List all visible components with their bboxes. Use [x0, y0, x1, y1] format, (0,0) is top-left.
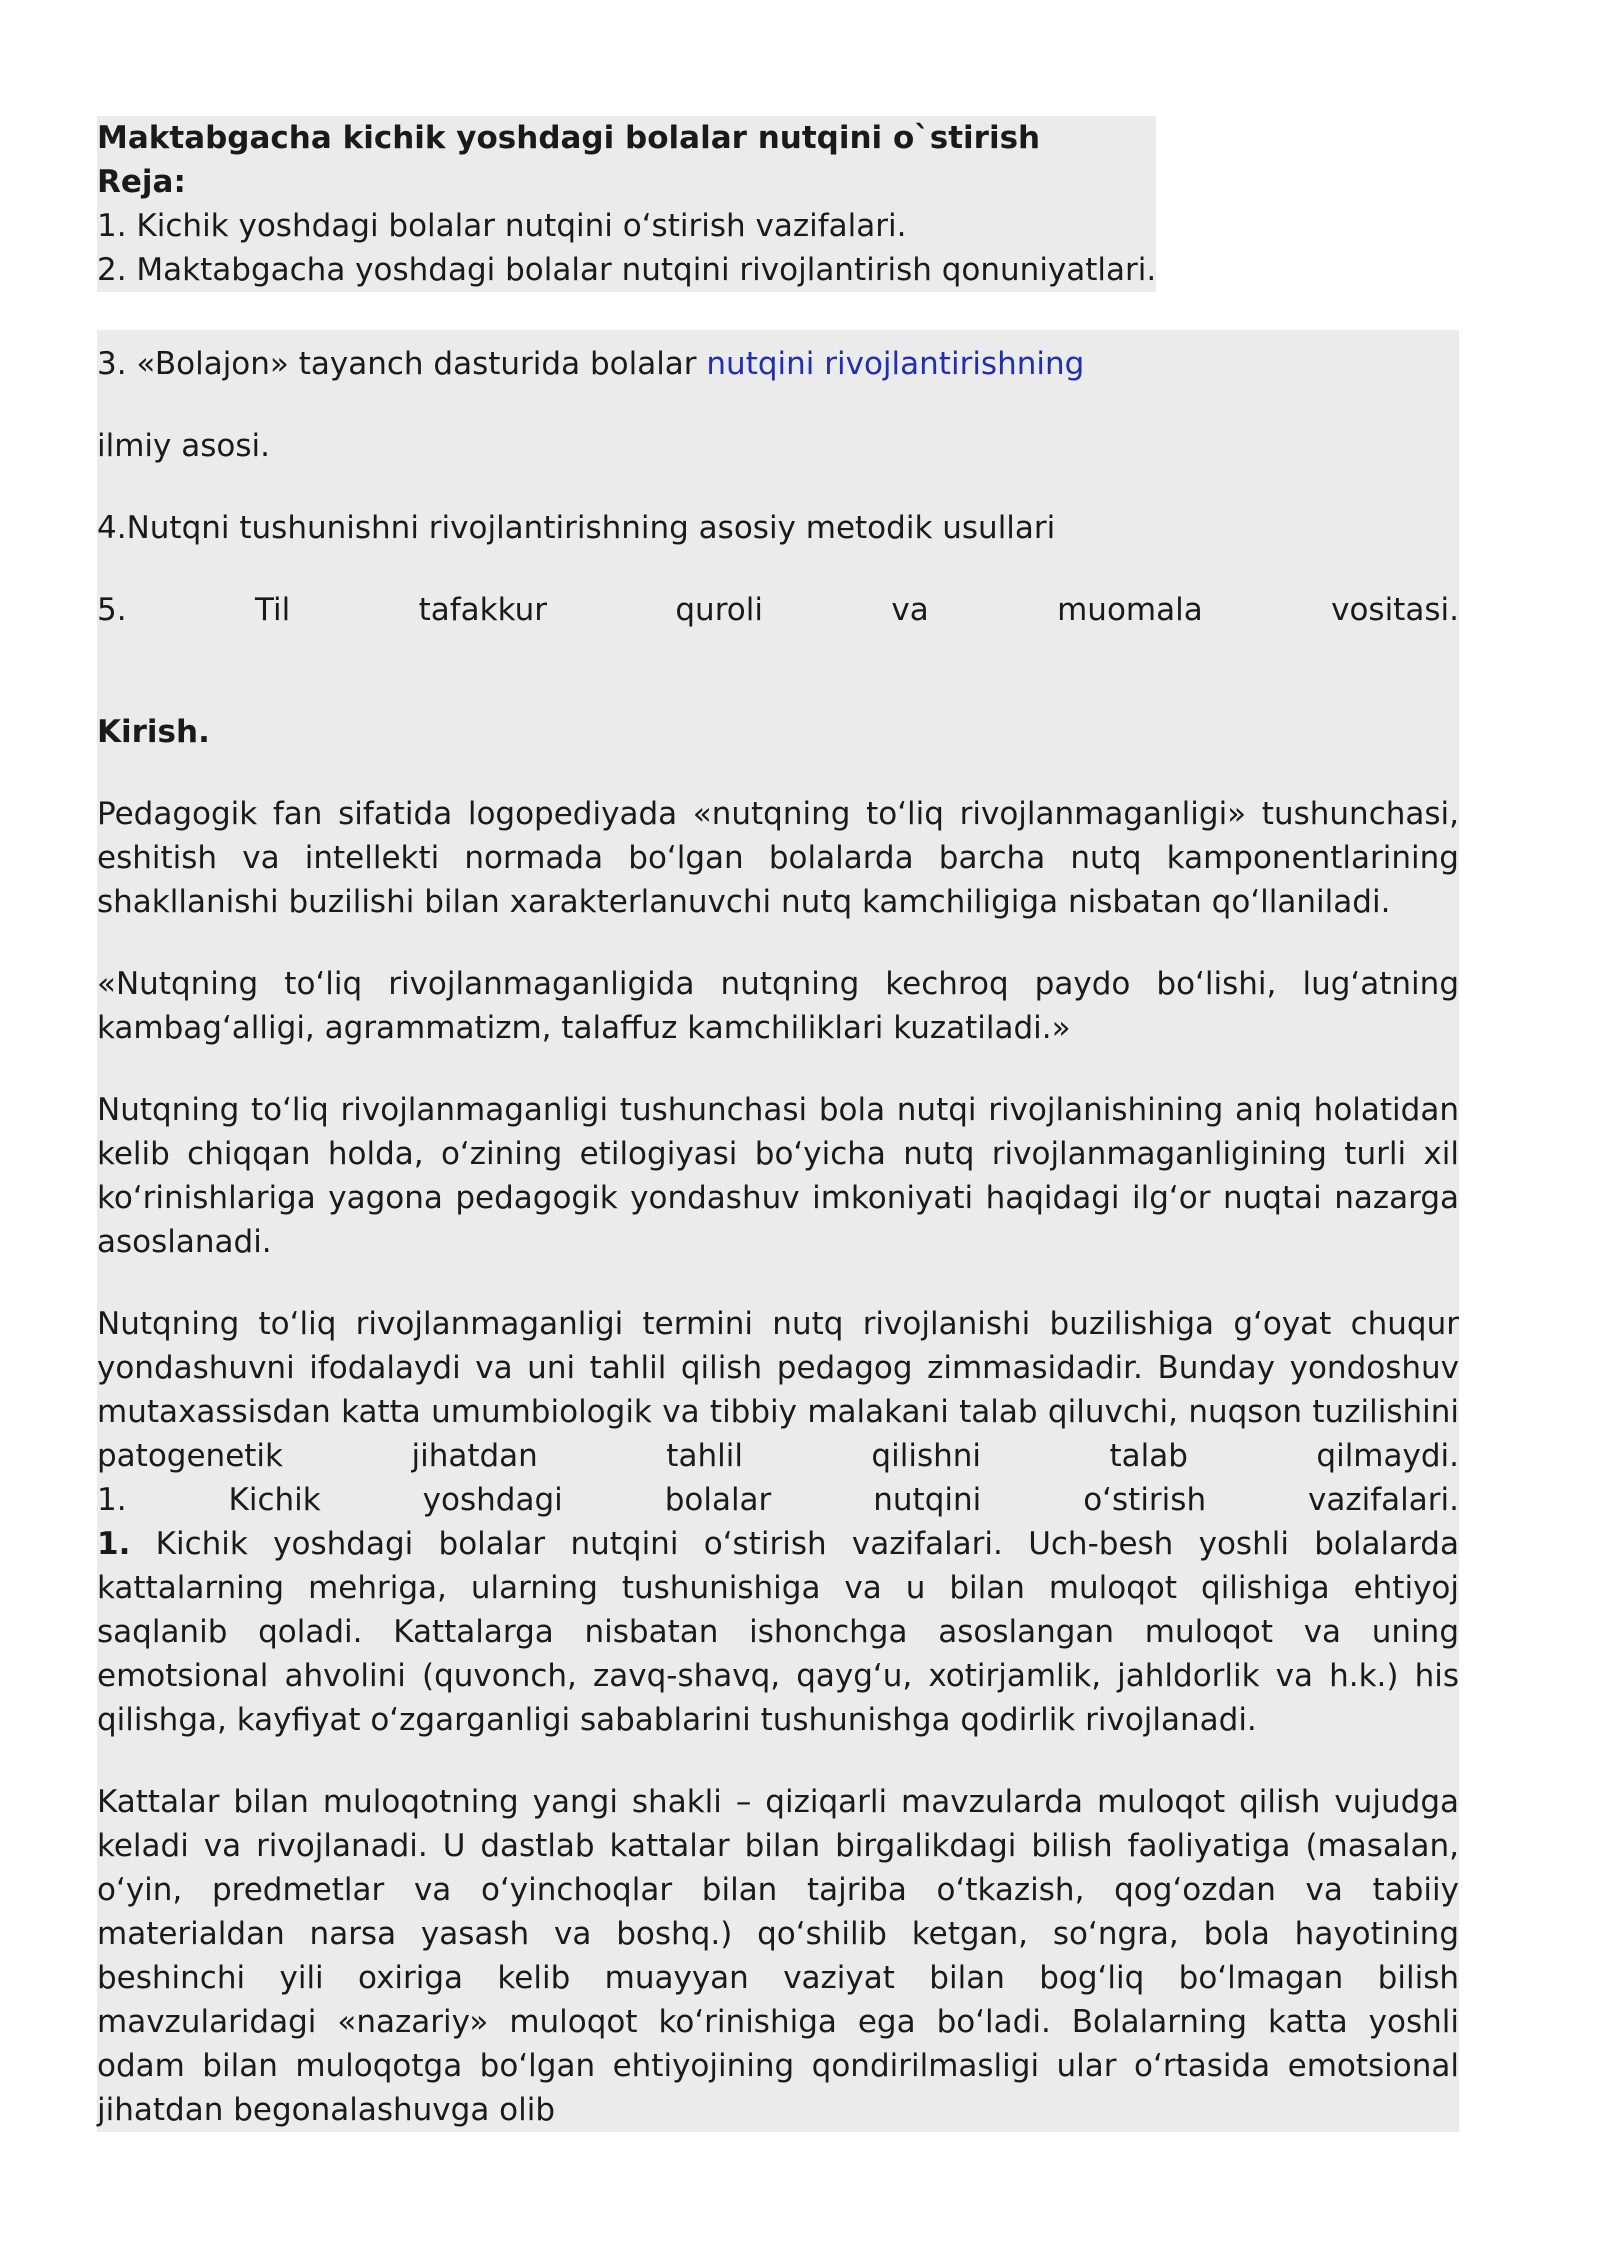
plan-item-3-link[interactable]: nutqini rivojlantirishning — [706, 346, 1085, 382]
plan-item-5 — [97, 588, 1459, 632]
plan-item-5-word: va — [891, 592, 929, 628]
document-title: Maktabgacha kichik yoshdagi bolalar nutqini o`stirish — [97, 116, 1156, 160]
plan-item-2: 2. Maktabgacha yoshdagi bolalar nutqini rivojlantirish qonuniyatlari. — [97, 248, 1156, 292]
plan-item-5-word: muomala — [1057, 592, 1203, 628]
header-block — [97, 116, 1156, 292]
paragraph-1: Pedagogik fan sifatida logopediyada «nutqning toʻliq rivojlanmaganligi» tushunchasi, eshitish va intellekti normada boʻlgan bolalarda barcha nutq kamponentlarining shakllanishi buzilishi bilan xarakterlanuvchi nutq kamchiligiga nisbatan qoʻllaniladi. — [97, 796, 1459, 920]
plan-item-3-text: 3. «Bolajon» tayanch dasturida bolalar — [97, 346, 707, 382]
content-block — [97, 330, 1459, 2132]
section-heading-kirish: Kirish. — [97, 714, 210, 750]
paragraph-2: «Nutqning toʻliq rivojlanmaganligida nutqning kechroq paydo boʻlishi, lugʻatning kambagʻalligi, agrammatizm, talaffuz kamchiliklari kuzatiladi.» — [97, 966, 1459, 1046]
document-page — [97, 116, 1459, 2132]
plan-item-3 — [97, 342, 1459, 386]
plan-item-5-word: 5. — [97, 592, 127, 628]
paragraph-4-section — [97, 1522, 1459, 1742]
paragraph-4-text: Nutqning toʻliq rivojlanmaganligi termini nutq rivojlanishi buzilishiga gʻoyat chuqur yondashuvni ifodalaydi va uni tahlil qilish pedagog zimmasidadir. Bunday yondoshuv mutaxassisdan katta umumbiologik va tibbiy malakani talab qiluvchi, nuqson tuzilishini patogenetik jihatdan tahlil qilishni talab qilmaydi. — [97, 1306, 1459, 1474]
paragraph-4-heading: 1. Kichik yoshdagi bolalar nutqini oʻstirish vazifalari. — [97, 1482, 1459, 1518]
plan-item-5-word: Til — [254, 592, 291, 628]
plan-item-5-word: vositasi. — [1331, 592, 1459, 628]
plan-item-5-word: quroli — [675, 592, 763, 628]
paragraph-4 — [97, 1302, 1459, 1742]
section-number: 1. — [97, 1526, 131, 1562]
paragraph-5: Kattalar bilan muloqotning yangi shakli – qiziqarli mavzularda muloqot qilish vujudga keladi va rivojlanadi. U dastlab kattalar bilan birgalikdagi bilish faoliyatiga (masalan, oʻyin, predmetlar va oʻyinchoqlar bilan tajriba oʻtkazish, qogʻozdan va tabiiy materialdan narsa yasash va boshq.) qoʻshilib ketgan, soʻngra, bola hayotining beshinchi yili oxiriga kelib muayyan vaziyat bilan bogʻliq boʻlmagan bilish mavzularidagi «nazariy» muloqot koʻrinishiga ega boʻladi. Bolalarning katta yoshli odam bilan muloqotga boʻlgan ehtiyojining qondirilmasligi ular oʻrtasida emotsional jihatdan begonalashuvga olib — [97, 1784, 1459, 2128]
paragraph-3: Nutqning toʻliq rivojlanmaganligi tushunchasi bola nutqi rivojlanishining aniq holatidan kelib chiqqan holda, oʻzining etilogiyasi boʻyicha nutq rivojlanmaganligining turli xil koʻrinishlariga yagona pedagogik yondashuv imkoniyati haqidagi ilgʻor nuqtai nazarga asoslanadi. — [97, 1092, 1459, 1260]
plan-item-1: 1. Kichik yoshdagi bolalar nutqini oʻstirish vazifalari. — [97, 204, 1156, 248]
plan-item-5-word: tafakkur — [418, 592, 547, 628]
plan-item-4: 4.Nutqni tushunishni rivojlantirishning asosiy metodik usullari — [97, 510, 1056, 546]
section-text: Kichik yoshdagi bolalar nutqini oʻstirish vazifalari. Uch-besh yoshli bolalarda kattalarning mehriga, ularning tushunishiga va u bilan muloqot qilishiga ehtiyoj saqlanib qoladi. Kattalarga nisbatan ishonchga asoslangan muloqot va uning emotsional ahvolini (quvonch, zavq-shavq, qaygʻu, xotirjamlik, jahldorlik va h.k.) his qilishga, kayfiyat oʻzgarganligi sabablarini tushunishga qodirlik rivojlanadi. — [97, 1526, 1459, 1738]
plan-label: Reja: — [97, 160, 1156, 204]
plan-item-3-continuation: ilmiy asosi. — [97, 428, 270, 464]
